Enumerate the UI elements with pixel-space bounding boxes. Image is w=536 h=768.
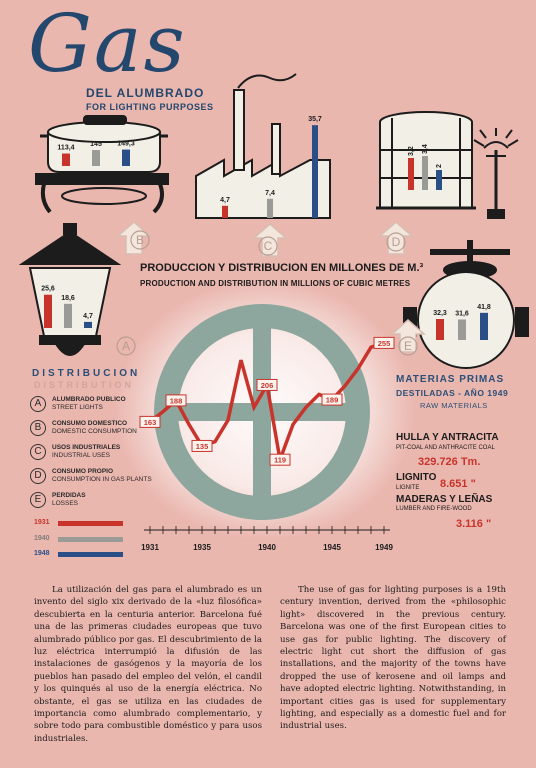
- bar-a-1948: [84, 322, 92, 328]
- legend-label-en: CONSUMPTION IN GAS PLANTS: [52, 476, 152, 483]
- letter-e: E: [403, 339, 413, 353]
- bar-e-1940: [458, 319, 466, 340]
- bar-c-1948: [312, 125, 318, 218]
- year-legend-1931: 1931: [34, 519, 50, 526]
- lantern-icon: [22, 224, 118, 355]
- point-label-119: 119: [273, 455, 287, 465]
- x-tick-label: 1935: [193, 543, 211, 552]
- x-tick-label: 1949: [375, 543, 393, 552]
- letter-c: C: [263, 239, 273, 253]
- material-name-en: LIGNITE: [396, 485, 420, 491]
- legend-label-es: CONSUMO DOMESTICO: [52, 420, 128, 427]
- point-label-189: 189: [325, 395, 339, 405]
- bar-e-1948: [480, 313, 488, 340]
- point-label-255: 255: [377, 338, 391, 348]
- page-title: Gas: [28, 0, 187, 90]
- legend-label-en: STREET LIGHTS: [52, 404, 103, 411]
- materias-subtitle: DESTILADAS - AÑO 1949: [396, 388, 509, 398]
- legend-letter: C: [30, 444, 46, 460]
- legend-item-b: [30, 417, 160, 442]
- chart-title-es: PRODUCCION Y DISTRIBUCION EN MILLONES DE M.³: [140, 262, 424, 274]
- arrow-b-icon: [118, 222, 150, 254]
- legend-item-a: [30, 396, 160, 418]
- bar-b-1948: [122, 150, 130, 166]
- bar-d-1948: [436, 170, 442, 190]
- legend-label-en: LOSSES: [52, 500, 79, 507]
- paragraph-en: The use of gas for lighting purposes is a 19th century invention, derived from the «philosophic light» discovered in the previous century. Barcelona was one of the first European cities to use gas for public lighting. The discovery of electric light cut short the diffusion of gas installations, and the majority of the towns have dropped the use of kerosene and oil lamps and have adopted electric lighting. Notwithstanding, in important cities gas is used for supplementary lighting, and especially as a domestic fuel and for industrial uses.: [280, 585, 506, 732]
- legend-letter: A: [30, 396, 46, 412]
- bar-label-c-1940: 7,4: [265, 189, 275, 197]
- legend-label-es: ALUMBRADO PUBLICO: [52, 396, 126, 403]
- legend-label-en: DOMESTIC CONSUMPTION: [52, 428, 137, 435]
- legend-label-es: PERDIDAS: [52, 492, 86, 499]
- year-swatch-grey: [58, 537, 123, 542]
- legend-item-d: [30, 468, 160, 490]
- material-name-en: LUMBER AND FIRE-WOOD: [396, 506, 472, 512]
- material-name: LIGNITO: [396, 472, 437, 483]
- bar-label-a-1940: 18,6: [61, 294, 75, 302]
- letter-a: A: [121, 339, 131, 353]
- bar-label-c-1948: 35,7: [308, 116, 322, 124]
- year-swatch-blue: [58, 552, 123, 557]
- material-name-en: PIT-COAL AND ANTHRACITE COAL: [396, 445, 495, 451]
- point-label-135: 135: [195, 441, 209, 451]
- bar-label-c-1931: 4,7: [220, 196, 230, 204]
- legend-letter: B: [30, 420, 46, 436]
- bar-label-b-1931: 113,4: [57, 144, 75, 152]
- bar-b-1940: [92, 150, 100, 166]
- distribucion-title-en: DISTRIBUTION: [34, 380, 134, 390]
- bar-label-b-1948: 149,3: [117, 140, 135, 148]
- factory-icon: [196, 74, 330, 218]
- legend-item-e: [30, 492, 160, 514]
- bar-label-a-1948: 4,7: [83, 312, 93, 320]
- distribucion-title: DISTRIBUCION: [32, 368, 141, 379]
- cooking-pot-icon: [36, 116, 168, 212]
- street-lamp-icon: [474, 128, 518, 218]
- bar-label-d-1940: 3,4: [422, 144, 429, 154]
- bar-a-1940: [64, 304, 72, 328]
- wheel-icon: [166, 316, 358, 508]
- x-tick-label: 1940: [258, 543, 276, 552]
- materias-subtitle-en: RAW MATERIALS: [420, 401, 488, 410]
- bar-label-e-1940: 31,6: [455, 310, 469, 318]
- x-tick-label: 1931: [141, 543, 159, 552]
- chart-title-en: PRODUCTION AND DISTRIBUTION IN MILLIONS OF CUBIC METRES: [140, 279, 411, 288]
- letter-b: B: [135, 233, 145, 247]
- letter-d: D: [391, 235, 401, 249]
- bar-label-e-1948: 41,8: [477, 303, 491, 311]
- material-value: 329.726 Tm.: [418, 456, 481, 468]
- materias-title: MATERIAS PRIMAS: [396, 374, 505, 385]
- bar-e-1931: [436, 319, 444, 340]
- paragraph-es: La utilización del gas para el alumbrado es un invento del siglo xix derivado de la «luz filosófica» descubierta en la centuria anterior. Barcelona fué una de las primeras ciudades europeas que tuvo alumbrado público por gas. El descubrimiento de la luz eléctrica interrumpió la difusión de las instalaciones de gasógenos y la mayoría de los pueblos han pasado del empleo del velón, el candil y los quinqués al uso de la energía eléctrica. No obstante, el gas se utiliza en las ciudades de importancia como alumbrado complementario, y sobre todo para combustible doméstico y para usos industriales.: [34, 585, 262, 744]
- bar-c-1940: [267, 199, 273, 218]
- year-swatch-red: [58, 521, 123, 526]
- bar-d-1931: [408, 158, 414, 190]
- bar-label-d-1948: 2: [436, 164, 443, 168]
- year-legend-1948: 1948: [34, 550, 50, 557]
- valve-icon: [404, 240, 528, 368]
- bar-label-a-1931: 25,6: [41, 285, 55, 293]
- material-name: MADERAS Y LEÑAS: [396, 494, 493, 505]
- point-label-163: 163: [143, 417, 157, 427]
- point-label-188: 188: [169, 396, 183, 406]
- bar-b-1931: [62, 154, 70, 166]
- bar-d-1940: [422, 156, 428, 190]
- material-name: HULLA Y ANTRACITA: [396, 432, 499, 443]
- material-value: 8.651 ": [440, 478, 476, 490]
- bar-label-e-1931: 32,3: [433, 310, 447, 318]
- legend-letter: D: [30, 468, 46, 484]
- bar-label-d-1931: 3,2: [408, 146, 415, 156]
- subtitle-en: FOR LIGHTING PURPOSES: [86, 102, 214, 112]
- year-legend-1940: 1940: [34, 535, 50, 542]
- legend-item-c: [30, 444, 160, 466]
- bar-c-1931: [222, 206, 228, 218]
- legend-letter: E: [30, 492, 46, 508]
- bar-label-b-1940: 145: [90, 141, 102, 149]
- bar-a-1931: [44, 295, 52, 328]
- subtitle-es: DEL ALUMBRADO: [86, 86, 205, 100]
- material-value: 3.116 ": [456, 518, 492, 530]
- x-tick-label: 1945: [323, 543, 341, 552]
- legend-label-es: USOS INDUSTRIALES: [52, 444, 121, 451]
- legend-label-en: INDUSTRIAL USES: [52, 452, 110, 459]
- legend-label-es: CONSUMO PROPIO: [52, 468, 114, 475]
- point-label-206: 206: [260, 380, 274, 390]
